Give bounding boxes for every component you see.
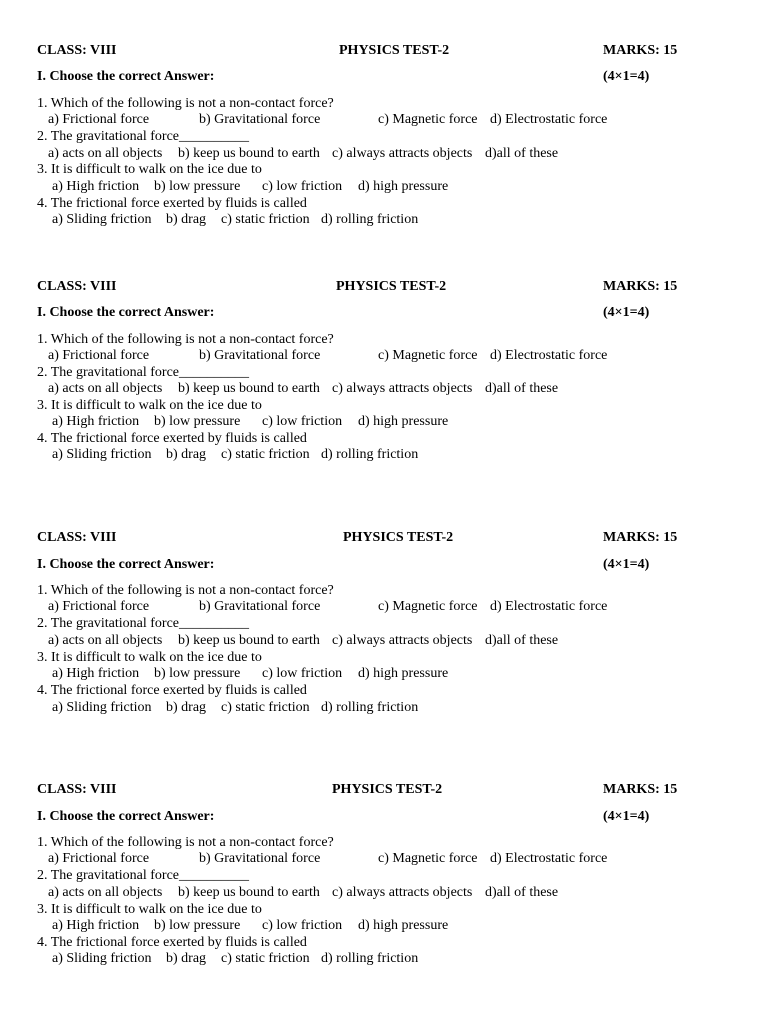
test-title: PHYSICS TEST-2: [343, 530, 454, 545]
q3-option-d: d) high pressure: [358, 918, 449, 933]
q3-option-d: d) high pressure: [358, 666, 449, 681]
q2-option-c: c) always attracts objects: [332, 146, 473, 161]
q4-option-c: c) static friction: [221, 700, 310, 715]
class-label: CLASS: VIII: [37, 279, 117, 294]
test-block-2: [0, 279, 768, 479]
q2-option-a: a) acts on all objects: [48, 146, 163, 161]
q1-option-a: a) Frictional force: [48, 851, 150, 866]
q2-option-b: b) keep us bound to earth: [178, 633, 320, 648]
q2-option-a: a) acts on all objects: [48, 381, 163, 396]
q2-option-d: d)all of these: [485, 633, 559, 648]
q4-option-a: a) Sliding friction: [52, 212, 152, 227]
q2-option-a: a) acts on all objects: [48, 633, 163, 648]
q3-option-b: b) low pressure: [154, 414, 241, 429]
q2-option-d: d)all of these: [485, 885, 559, 900]
marks-label: MARKS: 15: [603, 279, 678, 294]
question-2: 2. The gravitational force__________: [37, 616, 250, 631]
marks-label: MARKS: 15: [603, 530, 678, 545]
q1-option-d: d) Electrostatic force: [490, 112, 608, 127]
q2-option-d: d)all of these: [485, 146, 559, 161]
q2-option-c: c) always attracts objects: [332, 381, 473, 396]
q3-option-c: c) low friction: [262, 179, 343, 194]
q3-option-a: a) High friction: [52, 179, 140, 194]
question-2: 2. The gravitational force__________: [37, 129, 250, 144]
q3-option-a: a) High friction: [52, 414, 140, 429]
q1-option-c: c) Magnetic force: [378, 348, 478, 363]
section-marks: (4×1=4): [603, 305, 650, 320]
q1-option-b: b) Gravitational force: [199, 599, 321, 614]
q3-option-b: b) low pressure: [154, 666, 241, 681]
q2-option-c: c) always attracts objects: [332, 633, 473, 648]
class-label: CLASS: VIII: [37, 530, 117, 545]
marks-label: MARKS: 15: [603, 782, 678, 797]
class-label: CLASS: VIII: [37, 43, 117, 58]
test-block-3: [0, 530, 768, 730]
q4-option-a: a) Sliding friction: [52, 447, 152, 462]
q2-option-b: b) keep us bound to earth: [178, 146, 320, 161]
q4-option-b: b) drag: [166, 447, 207, 462]
section-marks: (4×1=4): [603, 809, 650, 824]
question-2: 2. The gravitational force__________: [37, 868, 250, 883]
question-2: 2. The gravitational force__________: [37, 365, 250, 380]
q1-option-a: a) Frictional force: [48, 112, 150, 127]
q3-option-b: b) low pressure: [154, 918, 241, 933]
section-marks: (4×1=4): [603, 557, 650, 572]
q4-option-d: d) rolling friction: [321, 212, 419, 227]
q4-option-a: a) Sliding friction: [52, 951, 152, 966]
q1-option-b: b) Gravitational force: [199, 851, 321, 866]
q1-option-b: b) Gravitational force: [199, 112, 321, 127]
question-3: 3. It is difficult to walk on the ice due to: [37, 902, 262, 917]
q2-option-d: d)all of these: [485, 381, 559, 396]
q4-option-c: c) static friction: [221, 212, 310, 227]
q4-option-d: d) rolling friction: [321, 447, 419, 462]
q4-option-d: d) rolling friction: [321, 700, 419, 715]
question-1: 1. Which of the following is not a non-contact force?: [37, 332, 334, 347]
question-1: 1. Which of the following is not a non-contact force?: [37, 583, 334, 598]
section-heading: I. Choose the correct Answer:: [37, 305, 215, 320]
test-title: PHYSICS TEST-2: [332, 782, 443, 797]
q4-option-d: d) rolling friction: [321, 951, 419, 966]
section-heading: I. Choose the correct Answer:: [37, 69, 215, 84]
q1-option-a: a) Frictional force: [48, 599, 150, 614]
q1-option-d: d) Electrostatic force: [490, 851, 608, 866]
q4-option-b: b) drag: [166, 700, 207, 715]
test-title: PHYSICS TEST-2: [336, 279, 447, 294]
marks-label: MARKS: 15: [603, 43, 678, 58]
q1-option-d: d) Electrostatic force: [490, 348, 608, 363]
q2-option-b: b) keep us bound to earth: [178, 381, 320, 396]
q1-option-d: d) Electrostatic force: [490, 599, 608, 614]
test-block-4: [0, 782, 768, 982]
q1-option-b: b) Gravitational force: [199, 348, 321, 363]
q3-option-c: c) low friction: [262, 414, 343, 429]
q3-option-b: b) low pressure: [154, 179, 241, 194]
q2-option-b: b) keep us bound to earth: [178, 885, 320, 900]
q4-option-b: b) drag: [166, 951, 207, 966]
question-4: 4. The frictional force exerted by fluids is called: [37, 196, 307, 211]
q2-option-a: a) acts on all objects: [48, 885, 163, 900]
q1-option-c: c) Magnetic force: [378, 112, 478, 127]
test-title: PHYSICS TEST-2: [339, 43, 450, 58]
q3-option-a: a) High friction: [52, 666, 140, 681]
q2-option-c: c) always attracts objects: [332, 885, 473, 900]
question-4: 4. The frictional force exerted by fluids is called: [37, 935, 307, 950]
section-heading: I. Choose the correct Answer:: [37, 809, 215, 824]
question-3: 3. It is difficult to walk on the ice due to: [37, 650, 262, 665]
q3-option-d: d) high pressure: [358, 414, 449, 429]
q4-option-a: a) Sliding friction: [52, 700, 152, 715]
question-1: 1. Which of the following is not a non-contact force?: [37, 835, 334, 850]
question-4: 4. The frictional force exerted by fluids is called: [37, 431, 307, 446]
question-3: 3. It is difficult to walk on the ice due to: [37, 398, 262, 413]
q1-option-c: c) Magnetic force: [378, 851, 478, 866]
section-heading: I. Choose the correct Answer:: [37, 557, 215, 572]
q3-option-c: c) low friction: [262, 666, 343, 681]
q4-option-b: b) drag: [166, 212, 207, 227]
question-4: 4. The frictional force exerted by fluids is called: [37, 683, 307, 698]
q3-option-d: d) high pressure: [358, 179, 449, 194]
section-marks: (4×1=4): [603, 69, 650, 84]
q4-option-c: c) static friction: [221, 951, 310, 966]
q1-option-c: c) Magnetic force: [378, 599, 478, 614]
q4-option-c: c) static friction: [221, 447, 310, 462]
question-1: 1. Which of the following is not a non-contact force?: [37, 96, 334, 111]
class-label: CLASS: VIII: [37, 782, 117, 797]
q3-option-a: a) High friction: [52, 918, 140, 933]
q3-option-c: c) low friction: [262, 918, 343, 933]
question-3: 3. It is difficult to walk on the ice due to: [37, 162, 262, 177]
q1-option-a: a) Frictional force: [48, 348, 150, 363]
test-block-1: [0, 43, 768, 243]
